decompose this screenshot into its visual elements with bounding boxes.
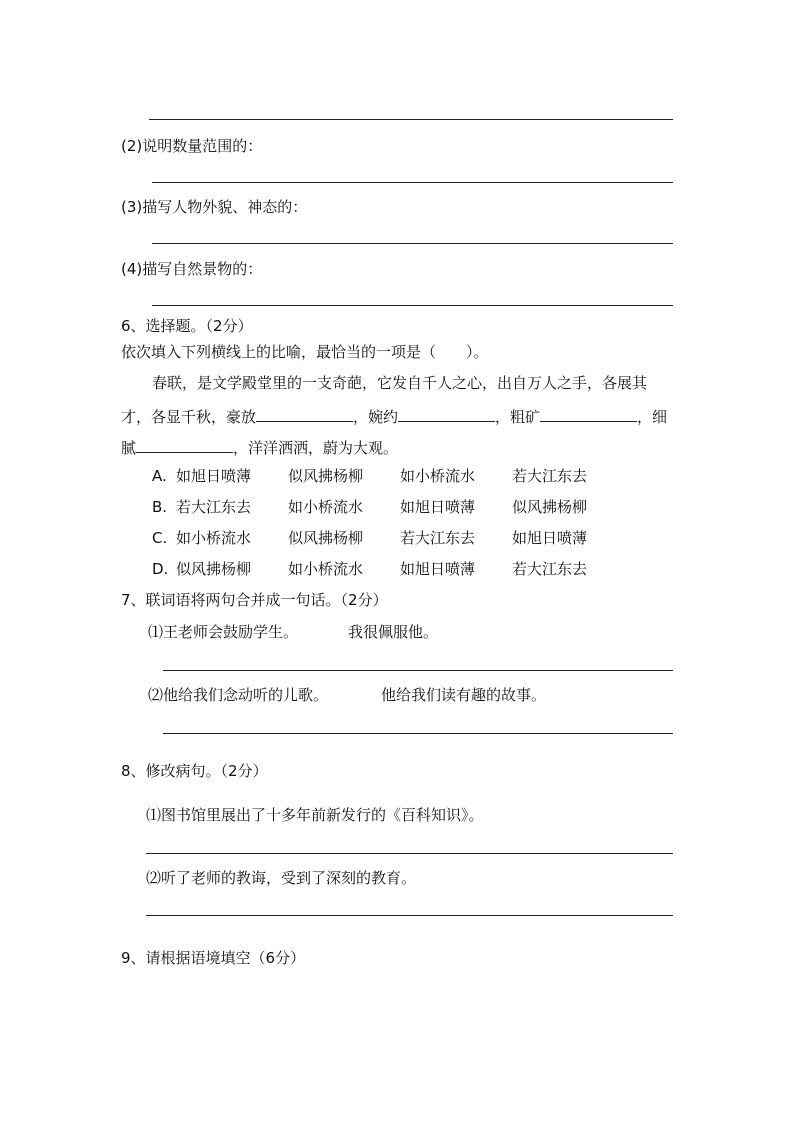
option-a-3: 如小桥流水 [400,467,476,485]
option-c-2: 似风拂杨柳 [288,529,364,547]
option-a-4: 若大江东去 [512,467,588,485]
answer-line[interactable] [163,670,673,671]
q6-passage-line-1: 春联，是文学殿堂里的一支奇葩，它发自千人之心，出自万人之手，各展其 [152,374,648,392]
option-b-3: 如旭日喷薄 [400,498,476,516]
q5-item-3: (3)描写人物外貌、神态的： [121,198,308,216]
answer-line[interactable] [146,915,673,916]
answer-line [152,243,673,244]
q6-instruction: 依次填入下列横线上的比喻，最恰当的一项是（ ）。 [121,343,489,361]
option-b-1: 若大江东去 [176,498,252,516]
q6-text: ，细 [637,408,668,426]
option-b-2: 如小桥流水 [288,498,364,516]
option-c-4: 如旭日喷薄 [512,529,588,547]
q8-title: 8、修改病句。（2分） [121,762,268,780]
fill-blank[interactable] [136,436,233,453]
option-a-letter[interactable]: A. [152,467,167,485]
q8-sentence-2: ⑵听了老师的教诲，受到了深刻的教育。 [146,869,417,887]
fill-blank[interactable] [540,405,637,422]
q7-sentence-1a: ⑴王老师会鼓励学生。 [148,623,299,641]
q6-passage-line-3 [121,436,398,458]
answer-line[interactable] [146,853,673,854]
q5-item-4: (4)描写自然景物的： [121,260,263,278]
option-a-1: 如旭日喷薄 [176,467,252,485]
option-c-letter[interactable]: C. [152,529,168,547]
q7-sentence-2b: 他给我们读有趣的故事。 [381,686,547,704]
option-d-1: 似风拂杨柳 [176,560,252,578]
q6-text: ，婉约 [353,408,399,426]
option-c-1: 如小桥流水 [176,529,252,547]
q5-item-2: (2)说明数量范围的： [121,137,263,155]
q8-sentence-1: ⑴图书馆里展出了十多年前新发行的《百科知识》。 [146,806,484,824]
option-d-4: 若大江东去 [512,560,588,578]
answer-line [149,119,673,120]
q6-text: 腻 [121,439,137,457]
option-a-2: 似风拂杨柳 [288,467,364,485]
q7-sentence-2a: ⑵他给我们念动听的儿歌。 [148,686,329,704]
q6-text: ，洋洋洒洒，蔚为大观。 [233,439,399,457]
answer-line [152,182,673,183]
q9-title: 9、请根据语境填空（6分） [121,949,306,967]
q6-text: 才，各显千秋，豪放 [121,408,257,426]
answer-line[interactable] [163,733,673,734]
option-b-4: 似风拂杨柳 [512,498,588,516]
answer-line [152,305,673,306]
option-b-letter[interactable]: B. [152,498,168,516]
option-c-3: 若大江东去 [400,529,476,547]
q7-title: 7、联词语将两句合并成一句话。（2分） [121,591,388,609]
q6-passage-line-2 [121,405,667,427]
option-d-2: 如小桥流水 [288,560,364,578]
option-d-letter[interactable]: D. [152,560,169,578]
q6-text: ，粗矿 [495,408,541,426]
option-d-3: 如旭日喷薄 [400,560,476,578]
q6-title: 6、选择题。（2分） [121,317,253,335]
q7-sentence-1b: 我很佩服他。 [348,623,439,641]
fill-blank[interactable] [256,405,353,422]
fill-blank[interactable] [398,405,495,422]
